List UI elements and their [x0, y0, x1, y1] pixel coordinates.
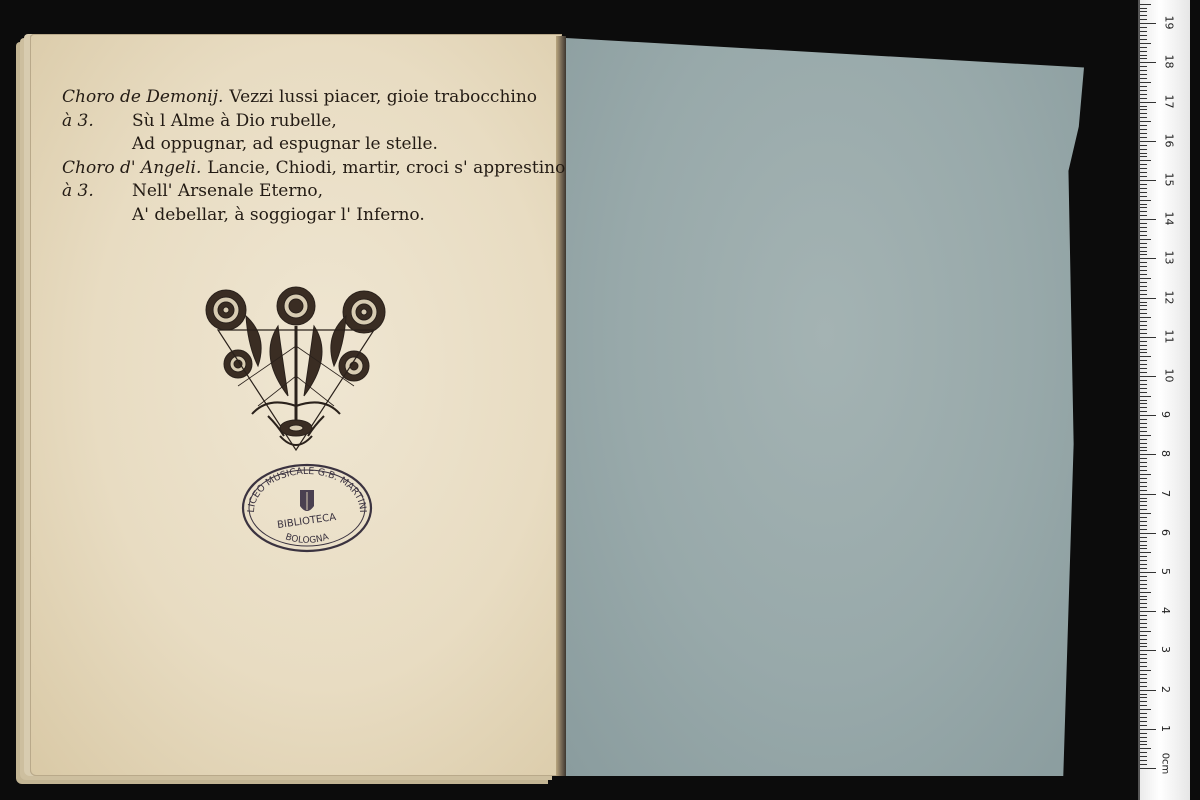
right-page-blue-wrapper — [566, 38, 1084, 776]
rose-center — [277, 287, 315, 325]
ruler-tick — [1140, 509, 1147, 510]
ruler-number: 19 — [1162, 15, 1176, 30]
ruler-tick — [1140, 176, 1147, 177]
ruler-tick — [1140, 458, 1147, 459]
ruler-number: 8 — [1159, 450, 1172, 458]
ruler-tick — [1140, 23, 1156, 24]
blossom-left — [224, 350, 252, 378]
ruler-tick — [1140, 403, 1147, 404]
ruler-tick — [1140, 192, 1147, 193]
ruler-tick — [1140, 682, 1147, 683]
ruler-tick — [1140, 423, 1147, 424]
stamp-middle-text: BIBLIOTECA — [276, 511, 337, 532]
ruler-tick — [1140, 733, 1147, 734]
ruler-tick — [1140, 251, 1147, 252]
ruler-tick — [1140, 529, 1147, 530]
ruler-tick — [1140, 443, 1147, 444]
ruler-tick — [1140, 345, 1147, 346]
ruler-tick — [1140, 337, 1156, 338]
ruler-tick — [1140, 537, 1147, 538]
ruler-tick — [1140, 462, 1147, 463]
ruler-tick — [1140, 717, 1147, 718]
ruler-tick — [1140, 568, 1147, 569]
ruler-tick — [1140, 482, 1147, 483]
ruler-tick — [1140, 325, 1147, 326]
ruler-tick — [1140, 666, 1147, 667]
ruler-tick — [1140, 258, 1156, 259]
ruler-tick — [1140, 584, 1147, 585]
verse-text: Nell' Arsenale Eterno, — [132, 181, 324, 201]
ruler-tick — [1140, 19, 1147, 20]
verse-text: Vezzi lussi piacer, gioie trabocchino — [229, 87, 538, 107]
ruler-tick — [1140, 548, 1147, 549]
ruler-tick — [1140, 4, 1151, 5]
ruler-tick — [1140, 215, 1147, 216]
ruler-tick — [1140, 223, 1147, 224]
ruler-tick — [1140, 662, 1147, 663]
ruler-tick — [1140, 400, 1147, 401]
ruler-tick — [1140, 639, 1147, 640]
ruler-tick — [1140, 596, 1147, 597]
verse-line — [62, 157, 566, 181]
speaker-label: Choro de Demonij. — [62, 87, 224, 107]
ruler-tick — [1140, 392, 1147, 393]
library-stamp — [240, 462, 374, 554]
ruler-tick — [1140, 592, 1151, 593]
book-gutter — [556, 36, 566, 776]
ruler-tick — [1140, 643, 1147, 644]
ruler-tick — [1140, 74, 1147, 75]
verse-text: Lancie, Chiodi, martir, croci s' apprestino — [207, 157, 566, 178]
ruler-number: 17 — [1162, 94, 1176, 109]
ruler-tick — [1140, 145, 1147, 146]
ruler-tick — [1140, 141, 1156, 142]
ruler-tick — [1140, 172, 1147, 173]
ruler-number: 12 — [1162, 290, 1176, 305]
ruler-tick — [1140, 646, 1147, 647]
ruler-tick — [1140, 364, 1147, 365]
ruler-tick — [1140, 204, 1147, 205]
ruler-tick — [1140, 270, 1147, 271]
ruler-tick — [1140, 341, 1147, 342]
ruler-tick — [1140, 368, 1147, 369]
ruler-tick — [1140, 235, 1147, 236]
ruler-number: 13 — [1162, 250, 1176, 265]
ruler-tick — [1140, 239, 1151, 240]
ruler-tick — [1140, 760, 1147, 761]
ruler-tick — [1140, 231, 1147, 232]
ruler-tick — [1140, 51, 1147, 52]
ruler-number: 10 — [1162, 368, 1176, 383]
ruler-tick — [1140, 748, 1151, 749]
ruler-tick — [1140, 243, 1147, 244]
ruler-tick — [1140, 470, 1147, 471]
ruler-tick — [1140, 694, 1147, 695]
ruler-tick — [1140, 556, 1147, 557]
ruler-tick — [1140, 302, 1147, 303]
ruler-tick — [1140, 309, 1147, 310]
ruler-tick — [1140, 266, 1147, 267]
ruler-tick — [1140, 352, 1147, 353]
ruler-tick — [1140, 588, 1147, 589]
ruler-tick — [1140, 721, 1147, 722]
ruler-tick — [1140, 254, 1147, 255]
speaker-label: à 3. — [62, 110, 94, 131]
ruler-tick — [1140, 635, 1147, 636]
verse-line — [62, 86, 542, 110]
ruler-tick — [1140, 282, 1147, 283]
ruler-tick — [1140, 160, 1151, 161]
ruler-number: 4 — [1159, 607, 1172, 615]
ruler-tick — [1140, 153, 1147, 154]
ruler-tick — [1140, 376, 1156, 377]
ruler-tick — [1140, 513, 1151, 514]
ruler-tick — [1140, 227, 1147, 228]
ruler-tick — [1140, 615, 1147, 616]
ruler-tick — [1140, 713, 1147, 714]
ruler-number: 16 — [1162, 133, 1176, 148]
ruler-tick — [1140, 27, 1147, 28]
ruler-number: 11 — [1162, 329, 1176, 344]
ruler-tick — [1140, 274, 1147, 275]
ruler-tick — [1140, 31, 1147, 32]
ruler-number: 18 — [1162, 54, 1176, 69]
ruler-tick — [1140, 494, 1156, 495]
ruler-tick — [1140, 200, 1151, 201]
ruler-tick — [1140, 102, 1156, 103]
ruler-tick — [1140, 278, 1151, 279]
ruler-tick — [1140, 58, 1147, 59]
ruler-tick — [1140, 262, 1147, 263]
verse-line — [62, 110, 542, 134]
ruler-tick — [1140, 678, 1147, 679]
ruler-tick — [1140, 247, 1147, 248]
ruler-tick — [1140, 705, 1147, 706]
ruler-tick — [1140, 599, 1147, 600]
ruler-tick — [1140, 619, 1147, 620]
ruler-tick — [1140, 184, 1147, 185]
ruler-tick — [1140, 11, 1147, 12]
printed-verse — [62, 86, 566, 227]
ruler-tick — [1140, 560, 1147, 561]
ruler-tick — [1140, 121, 1151, 122]
ruler-tick — [1140, 98, 1147, 99]
ruler-tick — [1140, 43, 1151, 44]
ruler-number: 5 — [1159, 568, 1172, 575]
verse-line — [62, 133, 542, 157]
ruler-number: 14 — [1162, 211, 1176, 226]
ruler-tick — [1140, 137, 1147, 138]
speaker-label — [62, 204, 132, 228]
ruler-tick — [1140, 298, 1156, 299]
ruler-tick — [1140, 564, 1147, 565]
ruler-tick — [1140, 552, 1151, 553]
ruler-tick — [1140, 78, 1147, 79]
ruler-tick — [1140, 576, 1147, 577]
crest-icon — [300, 490, 314, 511]
ruler-tick — [1140, 125, 1147, 126]
ruler-tick — [1140, 290, 1147, 291]
ruler-tick — [1140, 690, 1156, 691]
verse-line — [62, 204, 542, 228]
ruler-tick — [1140, 572, 1156, 573]
stamp-top-text: LICEO MUSICALE G.B. MARTINI — [245, 465, 369, 513]
ruler-tick — [1140, 439, 1147, 440]
ruler-tick — [1140, 737, 1147, 738]
ruler-tick — [1140, 415, 1156, 416]
ruler-number: 3 — [1159, 646, 1172, 654]
ruler-tick — [1140, 219, 1156, 220]
ruler-tick — [1140, 725, 1147, 726]
ruler-tick — [1140, 396, 1151, 397]
ruler-tick — [1140, 764, 1147, 765]
ruler-tick — [1140, 8, 1147, 9]
ruler-tick — [1140, 627, 1147, 628]
ruler-tick — [1140, 313, 1147, 314]
ruler-tick — [1140, 650, 1156, 651]
ruler-tick — [1140, 478, 1147, 479]
ruler-tick — [1140, 149, 1147, 150]
ruler-tick — [1140, 294, 1147, 295]
ruler-tick — [1140, 384, 1147, 385]
ruler-tick — [1140, 62, 1156, 63]
speaker-label: Choro d' Angeli. — [62, 157, 202, 178]
ruler-tick — [1140, 188, 1147, 189]
ruler-tick — [1140, 356, 1151, 357]
stamp-bottom-text: BOLOGNA — [284, 532, 330, 546]
ruler-tick — [1140, 580, 1147, 581]
ruler-tick — [1140, 109, 1147, 110]
ruler-tick — [1140, 454, 1156, 455]
ruler-tick — [1140, 431, 1147, 432]
ruler-tick — [1140, 133, 1147, 134]
ruler-tick — [1140, 407, 1147, 408]
ruler-tick — [1140, 55, 1147, 56]
ruler-tick — [1140, 317, 1151, 318]
ruler-tick — [1140, 525, 1147, 526]
ruler-number: 15 — [1162, 172, 1176, 187]
ruler-tick — [1140, 466, 1147, 467]
ruler-tick — [1140, 70, 1147, 71]
ruler-tick — [1140, 321, 1147, 322]
ruler-tick — [1140, 741, 1147, 742]
ruler-tick — [1140, 447, 1147, 448]
ruler-tick — [1140, 47, 1147, 48]
ruler-tick — [1140, 701, 1147, 702]
ruler-tick — [1140, 90, 1147, 91]
verse-line — [62, 180, 542, 204]
ruler-tick — [1140, 498, 1147, 499]
ruler-tick — [1140, 674, 1147, 675]
ruler-tick — [1140, 333, 1147, 334]
ruler-tick — [1140, 744, 1147, 745]
ruler-tick — [1140, 686, 1147, 687]
ruler-tick — [1140, 611, 1156, 612]
ruler-tick — [1140, 631, 1151, 632]
ruler-tick — [1140, 729, 1156, 730]
ruler-tick — [1140, 545, 1147, 546]
ruler-tick — [1140, 372, 1147, 373]
ruler-tick — [1140, 419, 1147, 420]
ruler-tick — [1140, 521, 1147, 522]
ruler-tick — [1140, 756, 1147, 757]
ruler-tick — [1140, 380, 1147, 381]
ruler-tick — [1140, 768, 1156, 769]
ruler-tick — [1140, 435, 1151, 436]
ruler-tick — [1140, 180, 1156, 181]
ruler-tick — [1140, 207, 1147, 208]
ruler-tick — [1140, 490, 1147, 491]
ruler-tick — [1140, 517, 1147, 518]
ruler-number: 7 — [1159, 489, 1172, 497]
ruler-tick — [1140, 329, 1147, 330]
ruler-tick — [1140, 533, 1156, 534]
ruler-tick — [1140, 670, 1151, 671]
ruler-number: 1 — [1159, 724, 1172, 732]
ruler-tick — [1140, 474, 1151, 475]
ruler-tick — [1140, 286, 1147, 287]
ruler-tick — [1140, 94, 1147, 95]
speaker-label: à 3. — [62, 181, 94, 201]
ruler-number: 2 — [1159, 685, 1172, 693]
ruler-tick — [1140, 541, 1147, 542]
ruler-tick — [1140, 113, 1147, 114]
ruler-tick — [1140, 164, 1147, 165]
ruler-tick — [1140, 658, 1147, 659]
ruler-tick — [1140, 752, 1147, 753]
ruler-tick — [1140, 39, 1147, 40]
ruler-tick — [1140, 129, 1147, 130]
ruler-tick — [1140, 501, 1147, 502]
ruler-tick — [1140, 411, 1147, 412]
ruler-tick — [1140, 654, 1147, 655]
verse-text: Ad oppugnar, ad espugnar le stelle. — [132, 134, 438, 154]
ruler-tick — [1140, 486, 1147, 487]
ruler-tick — [1140, 305, 1147, 306]
ruler-number: 9 — [1159, 411, 1172, 419]
ruler-tick — [1140, 709, 1151, 710]
ruler-tick — [1140, 82, 1151, 83]
ruler-tick — [1140, 66, 1147, 67]
ruler-tick — [1140, 427, 1147, 428]
ruler-tick — [1140, 607, 1147, 608]
ruler-tick — [1140, 697, 1147, 698]
speaker-label — [62, 133, 132, 157]
ruler-tick — [1140, 168, 1147, 169]
ruler-tick — [1140, 156, 1147, 157]
ruler-tick — [1140, 450, 1147, 451]
floral-ornament — [198, 286, 394, 454]
rose-right — [343, 291, 385, 333]
ruler-tick — [1140, 623, 1147, 624]
ruler-tick — [1140, 106, 1147, 107]
ruler-tick — [1140, 388, 1147, 389]
ruler-tick — [1140, 15, 1147, 16]
ruler-tick — [1140, 603, 1147, 604]
ruler-unit-label: 0cm — [1159, 752, 1171, 775]
ruler-tick — [1140, 117, 1147, 118]
ruler-tick — [1140, 349, 1147, 350]
ruler-number: 6 — [1159, 528, 1172, 536]
ruler-tick — [1140, 196, 1147, 197]
verse-text: Sù l Alme à Dio rubelle, — [132, 110, 337, 131]
ruler-tick — [1140, 211, 1147, 212]
measuring-ruler — [1140, 0, 1190, 800]
ruler-tick — [1140, 360, 1147, 361]
ruler-tick — [1140, 86, 1147, 87]
ruler-tick — [1140, 505, 1147, 506]
verse-text: A' debellar, à soggiogar l' Inferno. — [132, 204, 425, 225]
rose-left — [206, 290, 246, 330]
ruler-tick — [1140, 35, 1147, 36]
